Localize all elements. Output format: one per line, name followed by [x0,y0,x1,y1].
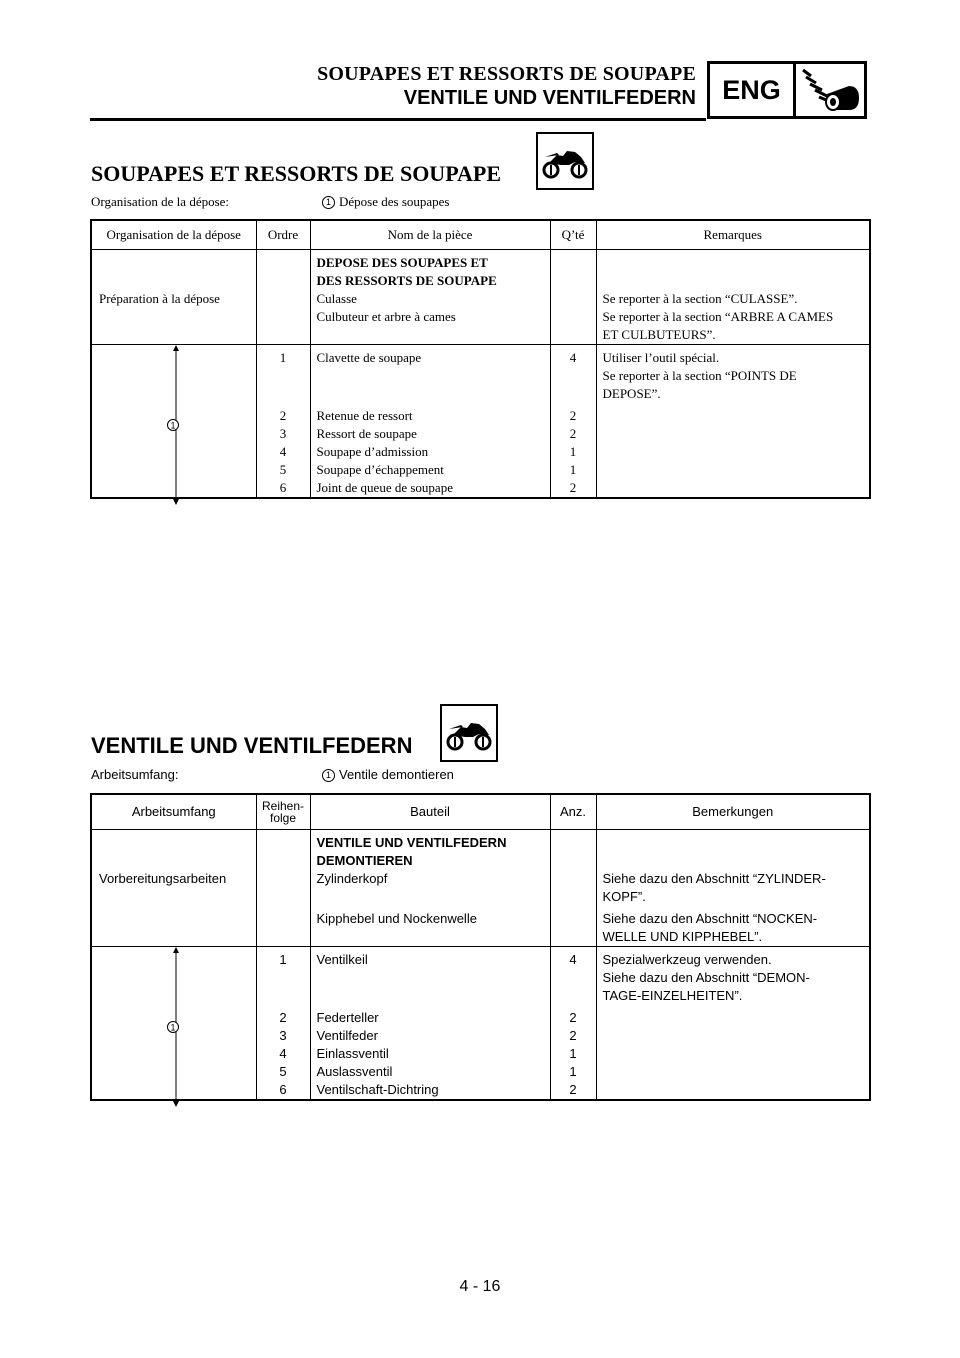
quantity: 2 [550,425,596,443]
part-name: Ressort de soupape [310,425,550,443]
col-header-remarks: Remarques [596,220,870,250]
table-row [91,345,870,408]
order-number: 1 [256,345,310,408]
quantity: 2 [550,407,596,425]
quantity: 1 [550,1045,596,1063]
order-number: 2 [256,407,310,425]
quantity: 1 [550,461,596,479]
quantity: 1 [550,443,596,461]
order-number: 3 [256,425,310,443]
table-row [91,830,870,871]
header-title-fr: SOUPAPES ET RESSORTS DE SOUPAPE [317,63,696,85]
remark: Siehe dazu den Abschnitt “ZYLINDER- KOPF”. [602,871,826,904]
quantity: 4 [550,947,596,1010]
col-header-scope: Arbeitsumfang [91,794,256,830]
table-row [91,250,870,291]
quantity: 2 [550,1009,596,1027]
remark: Siehe dazu den Abschnitt “NOCKEN- WELLE UND KIPPHEBEL”. [602,911,818,944]
table-row [91,870,870,910]
part-name: Joint de queue de soupape [310,479,550,498]
col-header-order: Ordre [256,220,310,250]
table-header-row [91,794,870,830]
quantity: 4 [550,345,596,408]
table-row [91,947,870,1010]
order-number: 6 [256,1081,310,1100]
part-name: Retenue de ressort [310,407,550,425]
order-number: 3 [256,1027,310,1045]
col-header-qty: Q’té [550,220,596,250]
scope-value-fr-text: Dépose des soupapes [339,194,450,209]
part-name: Soupape d’échappement [310,461,550,479]
part-name: Ventilschaft-Dichtring [310,1081,550,1100]
quantity: 2 [550,1027,596,1045]
quantity: 1 [550,1063,596,1081]
scope-value-fr [322,194,449,210]
col-header-remarks: Bemerkungen [596,794,870,830]
part-name: Kipphebel und Nockenwelle [310,910,550,947]
bracket-label: 1 [170,420,176,431]
part-name: Einlassventil [310,1045,550,1063]
part-name: Ventilfeder [310,1027,550,1045]
quantity: 2 [550,479,596,498]
scope-label-de: Arbeitsumfang: [91,767,179,782]
order-number: 5 [256,1063,310,1081]
prep-label: Préparation à la dépose [91,290,256,308]
section-title-de: VENTILE UND VENTILFEDERN [91,733,413,758]
part-name: Ventilkeil [310,947,550,1010]
part-name: Soupape d’admission [310,443,550,461]
order-number: 1 [256,947,310,1010]
col-header-order: Reihen- folge [256,794,310,830]
scope-value-de-text: Ventile demontieren [339,767,454,782]
col-header-part: Bauteil [310,794,550,830]
table-header-row [91,220,870,250]
section-title-fr: SOUPAPES ET RESSORTS DE SOUPAPE [91,161,501,186]
motorcycle-icon [440,704,498,762]
parts-table-de [90,793,871,1101]
quantity: 2 [550,1081,596,1100]
col-header-qty: Anz. [550,794,596,830]
part-name: Culasse [310,290,550,308]
prep-heading: VENTILE UND VENTILFEDERN DEMONTIEREN [310,830,550,871]
remark: Utiliser l’outil spécial. Se reporter à la section “POINTS DE DEPOSE”. [596,345,870,408]
table-row [91,910,870,947]
order-number: 6 [256,479,310,498]
parts-table-fr [90,219,871,499]
part-name: Federteller [310,1009,550,1027]
part-name: Culbuteur et arbre à cames [310,308,550,345]
order-number: 4 [256,443,310,461]
col-header-org: Organisation de la dépose [91,220,256,250]
part-name: Clavette de soupape [310,345,550,408]
part-name: Zylinderkopf [310,870,550,910]
header-title-de: VENTILE UND VENTILFEDERN [403,87,696,109]
table-row [91,308,870,345]
bracket-arrow [166,345,186,505]
scope-value-de [322,767,454,782]
bracket-arrow [166,947,186,1107]
valve-spring-icon [796,64,864,116]
col-header-part: Nom de la pièce [310,220,550,250]
scope-label-fr: Organisation de la dépose: [91,194,230,209]
order-number: 2 [256,1009,310,1027]
header-rule [90,118,706,121]
prep-label: Vorbereitungsarbeiten [91,870,256,910]
order-number: 5 [256,461,310,479]
remark: Spezialwerkzeug verwenden. Siehe dazu den Abschnitt “DEMON- TAGE-EINZELHEITEN”. [596,947,870,1010]
eng-badge-label: ENG [710,64,796,116]
remark: Se reporter à la section “ARBRE A CAMES ET CULBUTEURS”. [602,309,834,342]
eng-badge [707,61,867,119]
order-number: 4 [256,1045,310,1063]
table-row [91,290,870,308]
motorcycle-icon [536,132,594,190]
remark: Se reporter à la section “CULASSE”. [602,291,798,306]
scope-marker-de: 1 [322,769,335,782]
page-number: 4 - 16 [459,1278,501,1295]
prep-heading: DEPOSE DES SOUPAPES ET DES RESSORTS DE SOUPAPE [310,250,550,291]
part-name: Auslassventil [310,1063,550,1081]
bracket-label: 1 [170,1022,176,1033]
scope-marker-fr: 1 [322,196,335,209]
